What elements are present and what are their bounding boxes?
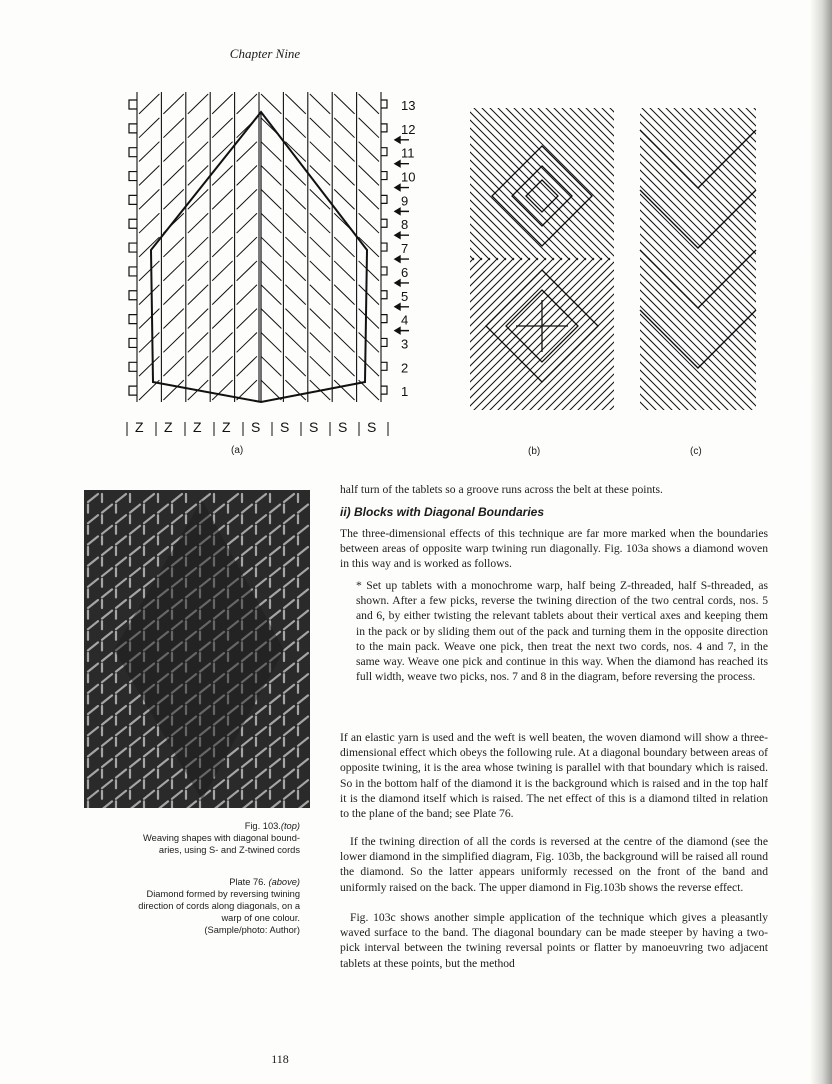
- row-number: 13: [401, 98, 416, 113]
- plate-caption-line: direction of cords along diagonals, on a: [138, 901, 300, 911]
- plate-position: (above): [268, 877, 300, 887]
- row-number: 2: [401, 360, 409, 376]
- intro-line: half turn of the tablets so a groove runs across the belt at these points.: [340, 483, 663, 496]
- figure-103-caption: [82, 820, 300, 856]
- row-number: 4: [401, 312, 409, 328]
- fig-position: (top): [280, 821, 300, 831]
- paragraph-4: Fig. 103c shows another simple application of the technique which gives a pleasantly waved surface to the band. The diagonal boundary can be made steeper by having a two-pick interval between the twining reversal points or flatter by manoeuvring two adjacent tablets at these points, but the method: [340, 911, 768, 970]
- row-number: 11: [401, 145, 415, 161]
- row-number: 7: [401, 241, 409, 257]
- row-number: 10: [401, 169, 416, 185]
- threading-letter: Z: [135, 419, 144, 435]
- paragraph-2: If an elastic yarn is used and the weft is well beaten, the woven diamond will show a three-dimensional effect which obeys the following rule. At a diagonal boundary between areas of opposite twining, it is the area whose twining is parallel with that boundary which is raised. So in the bottom half of the diamond it is the background which is raised and in the top half it is the diamond itself which is raised. The net effect of this is a diamond tilted in relation to the plane of the band; see Plate 76.: [340, 731, 768, 821]
- threading-letter: S: [251, 419, 261, 435]
- row-number: 1: [401, 384, 409, 400]
- plate-caption-line: Diamond formed by reversing twining: [146, 889, 300, 899]
- threading-letters: [127, 419, 388, 436]
- threading-letter: Z: [193, 419, 202, 435]
- fig-caption-line: Weaving shapes with diagonal bound-: [143, 833, 300, 843]
- row-number: 3: [401, 336, 409, 352]
- page-number: 118: [271, 1052, 289, 1066]
- row-number: 5: [401, 288, 409, 304]
- book-spine-shadow: [810, 0, 832, 1084]
- warp-cords: [137, 92, 381, 402]
- chapter-header: Chapter Nine: [229, 46, 301, 61]
- figure-c-waved-pattern: [634, 100, 762, 418]
- plate-76-caption: [82, 876, 300, 936]
- threading-letter: S: [280, 419, 290, 435]
- threading-letter: Z: [222, 419, 231, 435]
- instruction-paragraph: * Set up tablets with a monochrome warp, half being Z-threaded, half S-threaded, as shown. After a few picks, reverse the twining direction of the two central cords, nos. 5 and 6, by either twisting the relevant tablets about their vertical axes and keeping them in the pack or by sliding them out of the pack and turning them in the opposite direction to the main pack. Weave one pick, then treat the next two cords, nos. 4 and 7, in the same way. Weave one pick and continue in this way. When the diamond has reached its full width, weave two picks, nos. 7 and 8 in the diagram, before reversing the process.: [356, 579, 768, 684]
- figure-a-diamond-diagram: [115, 82, 435, 462]
- row-number: 8: [401, 217, 409, 233]
- paragraph-3: If the twining direction of all the cords is reversed at the centre of the diamond (see the lower diamond in the simplified diagram, Fig. 103b, the background will be raised all round the diamond. So the latter appears uniformly recessed on the front of the band and uniformly raised on the back. The upper diamond in Fig.103b shows the reverse effect.: [340, 835, 768, 894]
- row-number: 9: [401, 193, 409, 209]
- figure-b-caption: (b): [528, 446, 541, 457]
- section-subheading: ii) Blocks with Diagonal Boundaries: [340, 505, 545, 519]
- fig-label: Fig. 103.: [244, 821, 281, 831]
- threading-letter: S: [309, 419, 319, 435]
- paragraph-1: The three-dimensional effects of this technique are far more marked when the boundaries between areas of opposite warp twining run diagonally. Fig. 103a shows a diamond woven in this way and is worked as follows.: [340, 527, 768, 571]
- figure-b-simplified-diamonds: [458, 100, 626, 418]
- plate-label: Plate 76.: [229, 877, 269, 887]
- threading-letter: S: [338, 419, 348, 435]
- woven-band-photo: [84, 490, 310, 808]
- row-number: 12: [401, 121, 416, 137]
- figure-c-caption: (c): [690, 446, 702, 457]
- plate-caption-line: warp of one colour.: [221, 913, 300, 923]
- threading-letter: S: [367, 419, 377, 435]
- plate-caption-line: (Sample/photo: Author): [204, 925, 300, 935]
- row-numbers: [395, 98, 415, 399]
- threading-letter: Z: [164, 419, 173, 435]
- fig-caption-line: aries, using S- and Z-twined cords: [158, 845, 300, 855]
- tablet-hooks: [129, 100, 387, 395]
- figure-a-caption: (a): [231, 445, 244, 456]
- row-number: 6: [401, 264, 409, 280]
